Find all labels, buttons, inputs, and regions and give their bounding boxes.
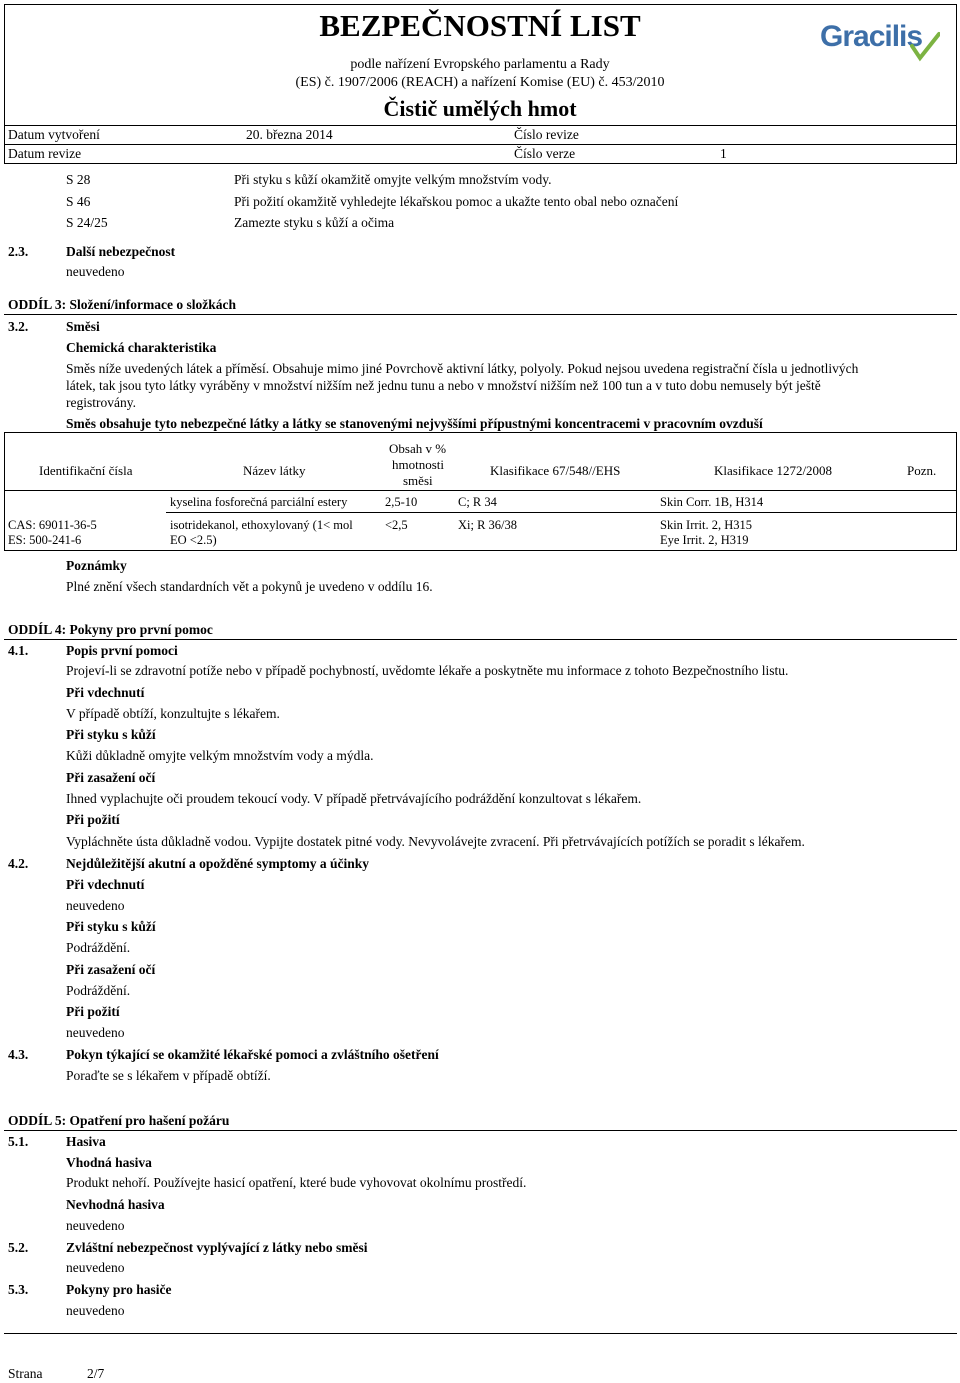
table-cell-class67: C; R 34 (458, 495, 497, 509)
s-phrase-text: Při požití okamžitě vyhledejte lékařskou pomoc a ukažte tento obal nebo označení (234, 194, 679, 209)
first-aid-intro: Projeví-li se zdravotní potíže nebo v případě pochybností, uvědomte lékaře a poskytněte mu informace z tohoto Bezpečnostního listu. (66, 663, 789, 678)
table-header-note: Pozn. (907, 463, 937, 478)
subsection-title: Nejdůležitější akutní a opožděné symptomy a účinky (66, 856, 370, 871)
s-phrase-text: Při styku s kůží okamžitě omyjte velkým množstvím vody. (234, 172, 552, 187)
symptom-text: Podráždění. (66, 983, 131, 998)
revision-date-label: Datum revize (8, 146, 82, 161)
s-phrase-code: S 28 (66, 172, 91, 187)
section-5-title: ODDÍL 5: Opatření pro hašení požáru (8, 1113, 230, 1128)
table-header-name: Název látky (243, 463, 306, 478)
product-name: Čistič umělých hmot (383, 96, 577, 121)
gracilis-logo (820, 16, 940, 72)
subsection-number: 5.2. (8, 1240, 29, 1255)
subsection-number: 2.3. (8, 244, 29, 259)
created-value: 20. března 2014 (246, 127, 333, 142)
suitable-media-text: Produkt nehoří. Používejte hasicí opatření, které bude vyhovovat okolnímu prostředí. (66, 1175, 527, 1190)
notes-text: Plné znění všech standardních vět a pokynů je uvedeno v oddílu 16. (66, 579, 433, 594)
revision-no-label: Číslo revize (514, 127, 579, 142)
chem-char-text: látek, tak jsou tyto látky vyráběny v množství nižším než jednu tunu a nebo v množství nižším než 100 tun a v tuto dobu nemusely být ještě (66, 378, 821, 393)
section-divider (4, 1130, 957, 1131)
chem-char-text: Směs níže uvedených látek a příměsí. Obsahuje mimo jiné Povrchově aktivní látky, polyoly. Pokud nejsou uvedena registrační čísla u jednotlivých (66, 361, 859, 376)
subsection-number: 4.3. (8, 1047, 29, 1062)
subsection-title: Zvláštní nebezpečnost vyplývající z látky nebo směsi (66, 1240, 368, 1255)
table-header-content: hmotnosti (392, 457, 445, 472)
table-cell-class1272: Skin Irrit. 2, H315 (660, 518, 753, 532)
subsection-number: 5.1. (8, 1134, 29, 1149)
symptom-label: Při zasažení očí (66, 962, 156, 977)
special-hazard-text: neuvedeno (66, 1260, 125, 1275)
table-cell-id: ES: 500-241-6 (8, 533, 82, 547)
table-cell-class1272: Skin Corr. 1B, H314 (660, 495, 764, 509)
chem-char-text: registrovány. (66, 395, 136, 410)
table-row-divider (166, 512, 957, 513)
symptom-text: Podráždění. (66, 940, 131, 955)
substances-table (4, 432, 957, 551)
table-cell-id: CAS: 69011-36-5 (8, 518, 97, 532)
table-header-id: Identifikační čísla (39, 463, 133, 478)
section-divider (4, 314, 957, 315)
first-aid-label: Při zasažení očí (66, 770, 156, 785)
page-number: 2/7 (87, 1366, 105, 1381)
regulation-line-2: (ES) č. 1907/2006 (REACH) a nařízení Komise (EU) č. 453/2010 (295, 75, 665, 90)
mixture-title: Směs obsahuje tyto nebezpečné látky a látky se stanovenými nejvyššími přípustnými koncentracemi v pracovním ovzduší (66, 416, 763, 431)
table-header-content: směsi (403, 473, 433, 488)
section-3-title: ODDÍL 3: Složení/informace o složkách (8, 297, 236, 312)
logo-graphic (820, 16, 940, 72)
symptom-label: Při styku s kůží (66, 919, 156, 934)
subsection-number: 4.2. (8, 856, 29, 871)
s-phrase-code: S 24/25 (66, 215, 108, 230)
symptom-text: neuvedeno (66, 898, 125, 913)
unsuitable-media-text: neuvedeno (66, 1218, 125, 1233)
subsection-title: Pokyn týkající se okamžité lékařské pomoci a zvláštního ošetření (66, 1047, 439, 1062)
subsection-title: Pokyny pro hasiče (66, 1282, 172, 1297)
regulation-line-1: podle nařízení Evropského parlamentu a Rady (350, 57, 610, 72)
firefighter-text: neuvedeno (66, 1303, 125, 1318)
created-label: Datum vytvoření (8, 127, 100, 142)
medical-advice-text: Poraďte se s lékařem v případě obtíží. (66, 1068, 271, 1083)
table-cell-content: <2,5 (385, 518, 408, 532)
subsection-title: Hasiva (66, 1134, 106, 1149)
notes-title: Poznámky (66, 558, 127, 573)
first-aid-text: Vypláchněte ústa důkladně vodou. Vypijte dostatek pitné vody. Nevyvolávejte zvracení. Při přetrvávajících potížích se poradit s lékařem. (66, 834, 805, 849)
header-divider (4, 125, 957, 126)
footer-divider (4, 1333, 957, 1334)
s-phrase-text: Zamezte styku s kůží a očima (234, 215, 395, 230)
table-header-class67: Klasifikace 67/548//EHS (490, 463, 621, 478)
table-cell-name: kyselina fosforečná parciální estery (170, 495, 348, 509)
section-divider (4, 639, 957, 640)
table-cell-name: EO <2.5) (170, 533, 217, 547)
subsection-number: 3.2. (8, 319, 29, 334)
first-aid-text: Kůži důkladně omyjte velkým množstvím vody a mýdla. (66, 748, 374, 763)
page-label: Strana (8, 1366, 43, 1381)
subsection-title: Další nebezpečnost (66, 244, 176, 259)
table-cell-class1272: Eye Irrit. 2, H319 (660, 533, 749, 547)
first-aid-text: V případě obtíží, konzultujte s lékařem. (66, 706, 280, 721)
table-cell-class67: Xi; R 36/38 (458, 518, 518, 532)
table-header-divider (4, 490, 957, 491)
subsection-number: 4.1. (8, 643, 29, 658)
subsection-title: Směsi (66, 319, 100, 334)
table-cell-name: isotridekanol, ethoxylovaný (1< mol (170, 518, 353, 532)
symptom-label: Při požití (66, 1004, 120, 1019)
version-value: 1 (720, 146, 727, 161)
first-aid-label: Při požití (66, 812, 120, 827)
table-header-content: Obsah v % (389, 441, 447, 456)
header-divider-2 (4, 144, 957, 145)
first-aid-label: Při styku s kůží (66, 727, 156, 742)
s-phrase-code: S 46 (66, 194, 91, 209)
subsection-number: 5.3. (8, 1282, 29, 1297)
suitable-media-label: Vhodná hasiva (66, 1155, 152, 1170)
symptom-label: Při vdechnutí (66, 877, 145, 892)
section-4-title: ODDÍL 4: Pokyny pro první pomoc (8, 622, 213, 637)
table-cell-content: 2,5-10 (385, 495, 418, 509)
version-label: Číslo verze (514, 146, 576, 161)
unsuitable-media-label: Nevhodná hasiva (66, 1197, 165, 1212)
document-title: BEZPEČNOSTNÍ LIST (319, 8, 641, 43)
symptom-text: neuvedeno (66, 1025, 125, 1040)
logo-text: Gracilis (820, 20, 923, 53)
table-header-class1272: Klasifikace 1272/2008 (714, 463, 833, 478)
subsection-title: Popis první pomoci (66, 643, 178, 658)
first-aid-text: Ihned vyplachujte oči proudem tekoucí vody. V případě přetrvávajícího podráždění konzultovat s lékařem. (66, 791, 642, 806)
subsection-text: neuvedeno (66, 264, 125, 279)
chem-char-title: Chemická charakteristika (66, 340, 217, 355)
first-aid-label: Při vdechnutí (66, 685, 145, 700)
